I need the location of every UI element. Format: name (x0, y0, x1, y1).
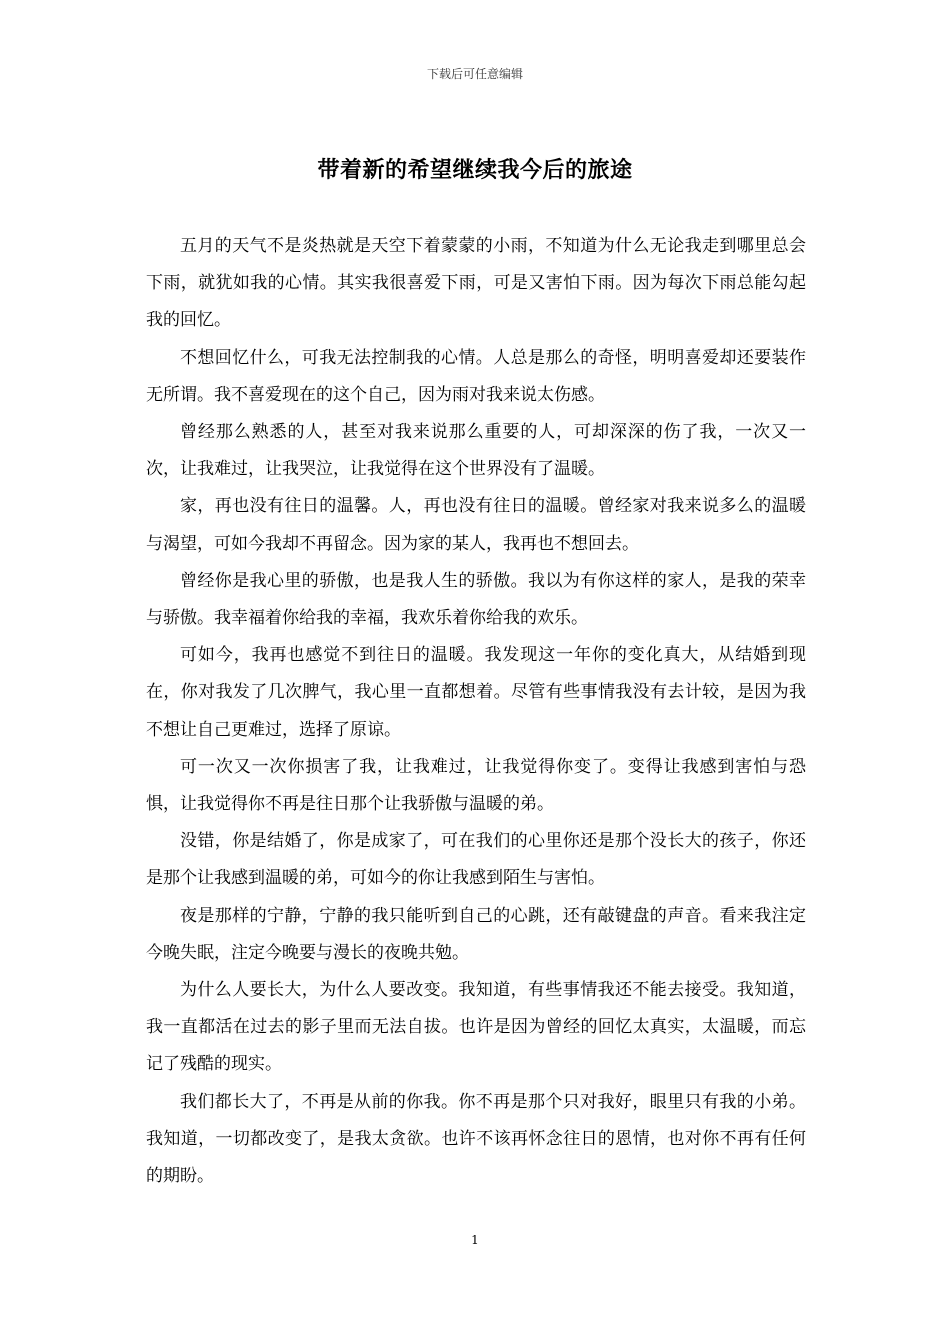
page-header: 下载后可任意编辑 (426, 67, 523, 81)
document-body (146, 228, 806, 1195)
page-number: 1 (471, 1233, 479, 1247)
paragraph: 我们都长大了，不再是从前的你我。你不再是那个只对我好，眼里只有我的小弟。我知道，一切都改变了，是我太贪欲。也许不该再怀念往日的恩情，也对你不再有任何的期盼。 (146, 1091, 806, 1187)
paragraph: 曾经那么熟悉的人，甚至对我来说那么重要的人，可却深深的伤了我，一次又一次，让我难过，让我哭泣，让我觉得在这个世界没有了温暖。 (146, 422, 806, 480)
document-title: 带着新的希望继续我今后的旅途 (317, 157, 633, 183)
paragraph: 家，再也没有往日的温馨。人，再也没有往日的温暖。曾经家对我来说多么的温暖与渴望，可如今我却不再留念。因为家的某人，我再也不想回去。 (146, 496, 806, 554)
paragraph: 可如今，我再也感觉不到往日的温暖。我发现这一年你的变化真大，从结婚到现在，你对我发了几次脾气，我心里一直都想着。尽管有些事情我没有去计较，是因为我不想让自己更难过，选择了原谅。 (146, 645, 806, 740)
paragraph: 曾经你是我心里的骄傲，也是我人生的骄傲。我以为有你这样的家人，是我的荣幸与骄傲。我幸福着你给我的幸福，我欢乐着你给我的欢乐。 (146, 570, 806, 629)
paragraph: 没错，你是结婚了，你是成家了，可在我们的心里你还是那个没长大的孩子，你还是那个让我感到温暖的弟，可如今的你让我感到陌生与害怕。 (146, 831, 806, 889)
paragraph: 夜是那样的宁静，宁静的我只能听到自己的心跳，还有敲键盘的声音。看来我注定今晚失眠，注定今晚要与漫长的夜晚共勉。 (146, 905, 806, 963)
paragraph: 为什么人要长大，为什么人要改变。我知道，有些事情我还不能去接受。我知道，我一直都活在过去的影子里而无法自拔。也许是因为曾经的回忆太真实，太温暖，而忘记了残酷的现实。 (146, 980, 806, 1075)
paragraph: 五月的天气不是炎热就是天空下着蒙蒙的小雨，不知道为什么无论我走到哪里总会下雨，就犹如我的心情。其实我很喜爱下雨，可是又害怕下雨。因为每次下雨总能勾起我的回忆。 (146, 236, 806, 331)
paragraph: 不想回忆什么，可我无法控制我的心情。人总是那么的奇怪，明明喜爱却还要装作无所谓。我不喜爱现在的这个自己，因为雨对我来说太伤感。 (146, 347, 806, 405)
paragraph: 可一次又一次你损害了我，让我难过，让我觉得你变了。变得让我感到害怕与恐惧，让我觉得你不再是往日那个让我骄傲与温暖的弟。 (146, 756, 806, 815)
